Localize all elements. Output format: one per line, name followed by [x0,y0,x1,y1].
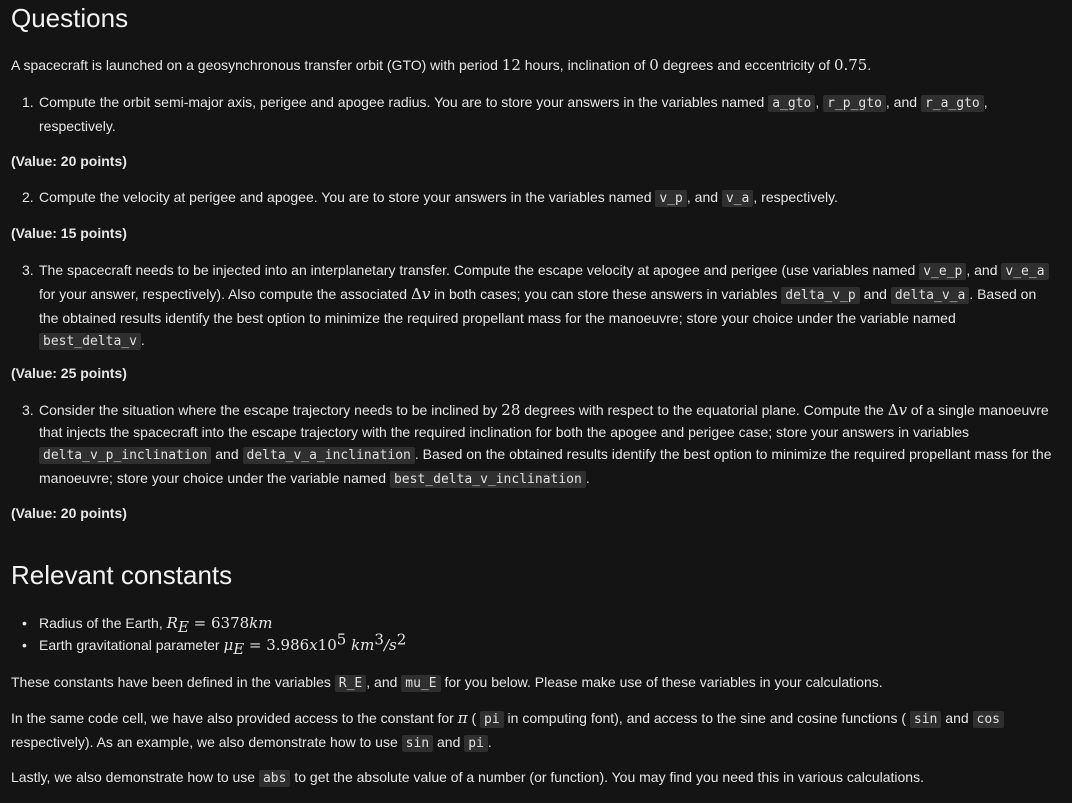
intro-text: A spacecraft is launched on a geosynchronous transfer orbit (GTO) with period [11,57,502,73]
list-item: • Earth gravitational parameter $\mu_E = 3.986x10^5$ $km^3/s^2$ [22,630,407,658]
code-r-e: R_E [335,675,366,692]
question-number: 2. [22,189,34,205]
code-v-e-a: v_e_a [1001,263,1048,280]
question-1-value: (Value: 20 points) [11,153,127,169]
intro-text: degrees and eccentricity of [658,57,834,73]
paragraph-pi-sin-cos: In the same code cell, we have also provided access to the constant for π ( pi in computing font), and access to the sine and cosine functions ( sin and cos respectively). As an example, we also demonstrate how to use sin and pi . [11,707,1058,755]
code-r-p-gto: r_p_gto [823,95,886,112]
question-text: Compute the velocity at perigee and apogee. You are to store your answers in the variables named v_p , and v_a , respectively. [39,189,838,206]
angle-value: 28 [501,401,521,419]
code-pi: pi [464,735,488,752]
intro-text: hours, inclination of [520,57,650,73]
code-cos: cos [973,711,1004,728]
question-4 [22,399,1058,491]
code-sin: sin [402,735,433,752]
code-delta-v-a-inclination: delta_v_a_inclination [243,447,415,464]
questions-heading: Questions [11,3,129,33]
code-v-e-p: v_e_p [919,263,966,280]
code-best-delta-v: best_delta_v [39,333,141,350]
eccentricity-value: 0.75 [833,56,868,74]
constants-list [22,612,406,656]
paragraph-abs: Lastly, we also demonstrate how to use abs to get the absolute value of a number (or function). You may find you need this in various calculations. [11,769,924,786]
bullet-icon: • [22,615,27,631]
question-4-value: (Value: 20 points) [11,505,127,521]
bullet-icon: • [22,637,27,653]
code-sin: sin [910,711,941,728]
code-pi: pi [480,711,504,728]
constants-heading: Relevant constants [11,560,233,590]
code-delta-v-p: delta_v_p [781,287,859,304]
question-number: 3. [22,262,34,278]
code-delta-v-a: delta_v_a [891,287,969,304]
code-v-p: v_p [655,190,686,207]
question-text: Compute the orbit semi-major axis, perigee and apogee radius. You are to store your answers in the variables named a_gto , r_p_gto , and r_a_gto , respectively. [39,94,988,134]
question-1 [22,91,1058,137]
question-2 [22,186,1058,210]
question-number: 3. [22,402,34,418]
question-text: Consider the situation where the escape trajectory needs to be inclined by 28 degrees with respect to the equatorial plane. Compute the Δv of a single manoeuvre that injects the spacecraft into the escape trajectory with the required inclination for both the apogee and perigee case; store your answers in variables delta_v_p_inclination and delta_v_a_inclination . Based on the obtained results identify the best option to minimize the required propellant mass for the manoeuvre; store your choice under the variable named best_delta_v_inclination . [39,401,1052,487]
question-2-value: (Value: 15 points) [11,225,127,241]
code-mu-e: mu_E [401,675,440,692]
code-delta-v-p-inclination: delta_v_p_inclination [39,447,211,464]
code-abs: abs [259,770,290,787]
intro-text: . [867,57,872,73]
period-value: 12 [501,56,521,74]
inclination-value: 0 [649,56,659,74]
code-a-gto: a_gto [768,95,815,112]
code-best-delta-v-inclination: best_delta_v_inclination [390,471,586,488]
question-3-value: (Value: 25 points) [11,365,127,381]
intro-paragraph [11,54,1058,76]
code-v-a: v_a [722,190,753,207]
question-number: 1. [22,94,34,110]
question-text: The spacecraft needs to be injected into an interplanetary transfer. Compute the escape velocity at apogee and perigee (use variables named v_e_p , and v_e_a for your answer, respectively). Also compute the associated Δv in both cases; you can store these answers in variables delta_v_p and delta_v_a . Based on the obtained results identify the best option to minimize the required propellant mass for the manoeuvre; store your choice under the variable named best_delta_v . [39,259,1058,353]
code-r-a-gto: r_a_gto [921,95,984,112]
question-3 [22,259,1058,353]
paragraph-constants-defined: These constants have been defined in the variables R_E , and mu_E for you below. Please make use of these variables in your calculations. [11,674,883,691]
list-item: • Radius of the Earth, $R_E = 6378km$ [22,614,273,636]
